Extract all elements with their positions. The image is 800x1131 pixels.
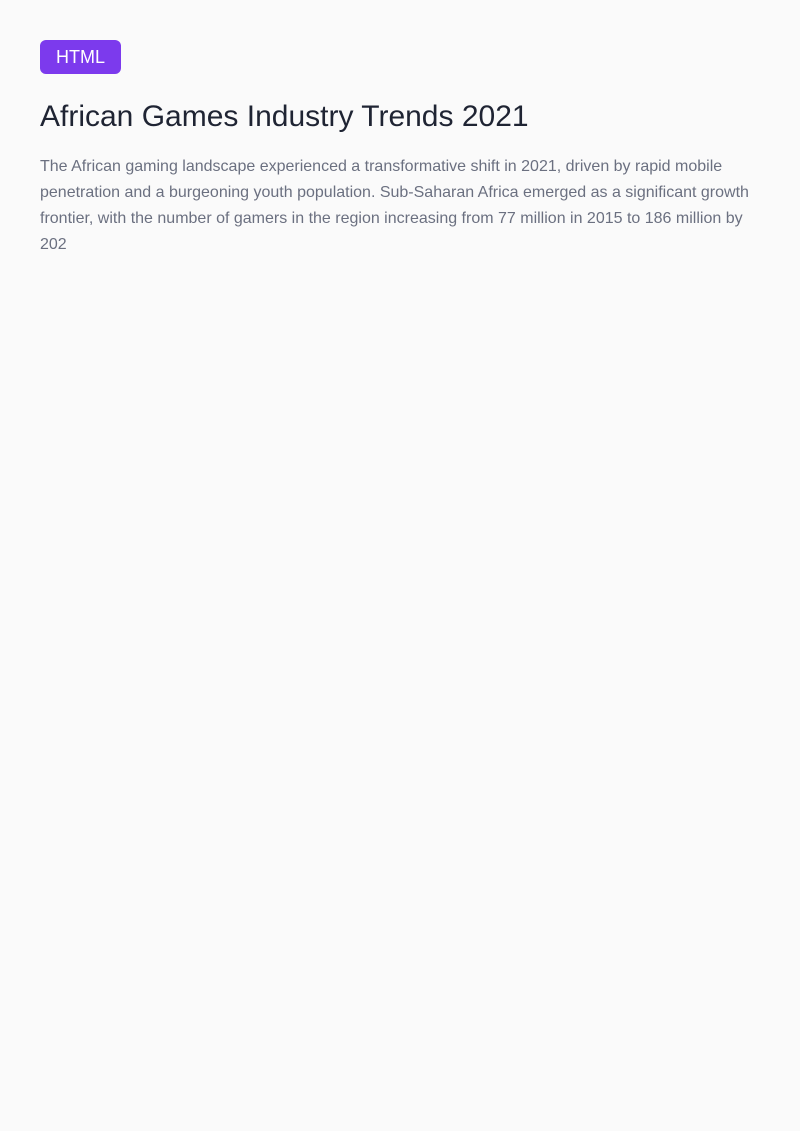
intro-paragraph: The African gaming landscape experienced a transformative shift in 2021, driven by rapid mobile penetration and a burgeoning youth population. Sub-Saharan Africa emerged as a significant growth frontier, with the number of gamers in the region increasing from 77 million in 2015 to 186 million by 202 — [40, 158, 749, 253]
page-title: African Games Industry Trends 2021 — [40, 100, 529, 133]
format-badge: HTML — [40, 40, 121, 74]
